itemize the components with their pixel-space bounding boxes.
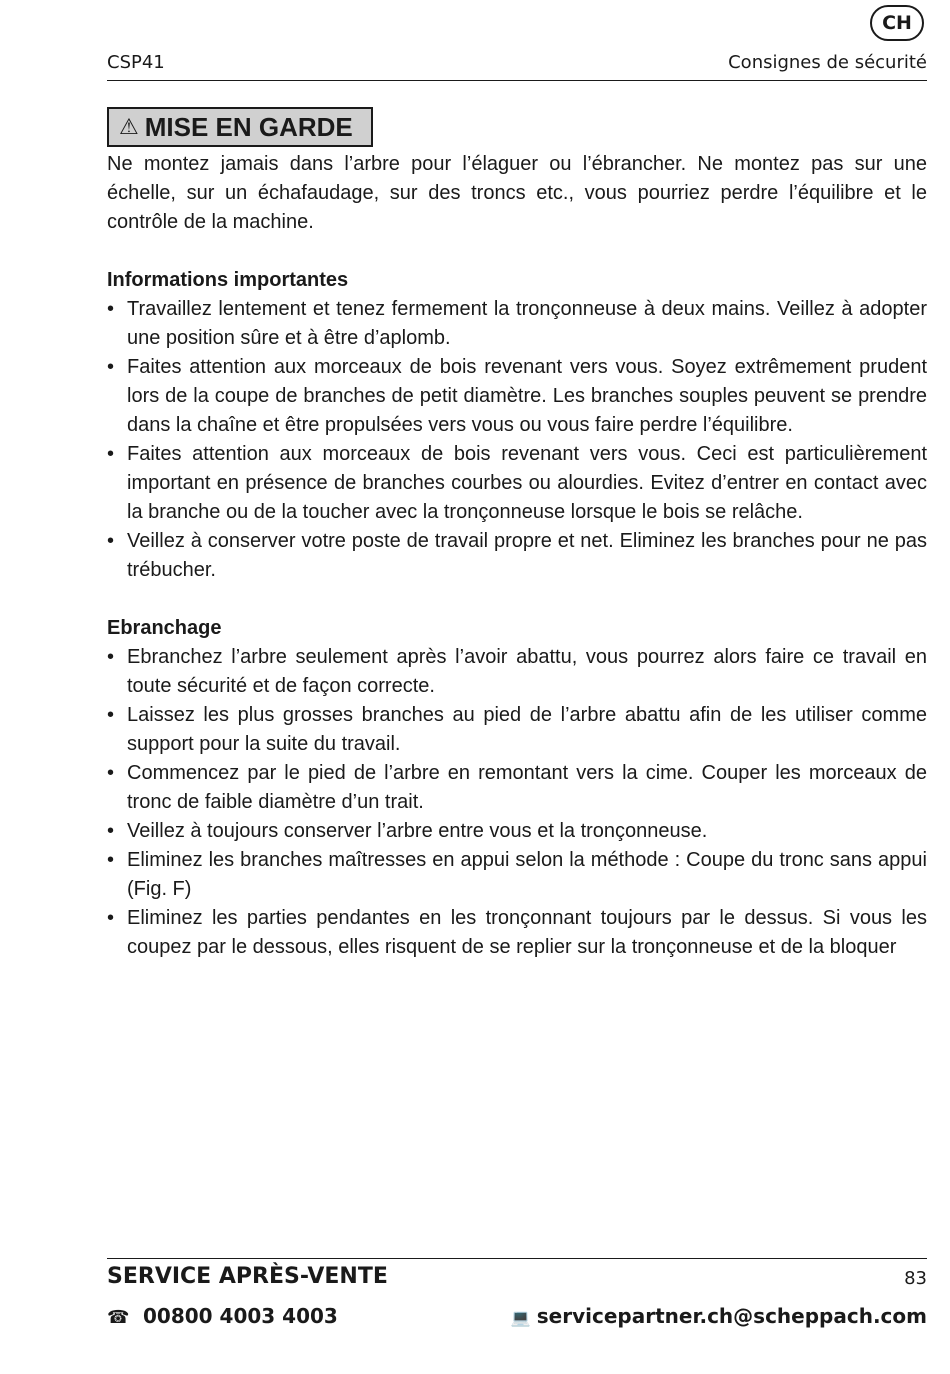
important-info-list <box>107 295 927 585</box>
bullet-icon: • <box>107 530 115 552</box>
service-phone <box>107 1304 338 1328</box>
list-item-text: Veillez à toujours conserver l’arbre entre vous et la tronçonneuse. <box>127 820 708 842</box>
country-badge: CH <box>870 5 924 41</box>
list-item-text: Veillez à conserver votre poste de travail propre et net. Eliminez les branches pour ne pas trébucher. <box>127 530 927 581</box>
bullet-icon: • <box>107 356 115 378</box>
phone-icon: ☎ <box>107 1307 130 1328</box>
list-item <box>107 759 927 817</box>
page-number: 83 <box>904 1268 927 1289</box>
warning-title: MISE EN GARDE <box>144 112 353 142</box>
phone-number: 00800 4003 4003 <box>143 1304 338 1328</box>
ebranchage-heading: Ebranchage <box>107 617 222 639</box>
spacer <box>107 237 927 266</box>
email-address: servicepartner.ch@scheppach.com <box>536 1304 927 1328</box>
warning-triangle-icon: ⚠ <box>119 114 139 139</box>
bullet-icon: • <box>107 704 115 726</box>
spacer <box>107 585 927 614</box>
bullet-icon: • <box>107 298 115 320</box>
list-item-text: Commencez par le pied de l’arbre en remontant vers la cime. Couper les morceaux de tronc de faible diamètre d’un trait. <box>127 762 927 813</box>
list-item-text: Eliminez les branches maîtresses en appui selon la méthode : Coupe du tronc sans appui (Fig. F) <box>127 849 927 900</box>
warning-text: Ne montez jamais dans l’arbre pour l’élaguer ou l’ébrancher. Ne montez pas sur une échelle, sur un échafaudage, sur des troncs etc., vous pourriez perdre l’équilibre et le contrôle de la machine. <box>107 153 927 233</box>
list-item <box>107 295 927 353</box>
list-item <box>107 527 927 585</box>
section-title: Consignes de sécurité <box>728 52 927 73</box>
bullet-icon: • <box>107 443 115 465</box>
list-item-text: Faites attention aux morceaux de bois revenant vers vous. Ceci est particulièrement important en présence de branches courbes ou alourdies. Evitez d’entrer en contact avec la branche ou de la toucher avec la tronçonneuse lorsque le bois se relâche. <box>127 443 927 523</box>
service-email <box>511 1304 927 1328</box>
warning-heading <box>107 107 373 147</box>
list-item <box>107 643 927 701</box>
ebranchage-list <box>107 643 927 962</box>
bullet-icon: • <box>107 762 115 784</box>
bullet-icon: • <box>107 849 115 871</box>
page-header <box>107 50 927 81</box>
list-item-text: Ebranchez l’arbre seulement après l’avoir abattu, vous pourrez alors faire ce travail en toute sécurité et de façon correcte. <box>127 646 927 697</box>
service-title: SERVICE APRÈS-VENTE <box>107 1264 388 1289</box>
computer-icon: 💻 <box>510 1308 531 1327</box>
main-content <box>107 150 927 962</box>
list-item-text: Travaillez lentement et tenez fermement la tronçonneuse à deux mains. Veillez à adopter une position sûre et à être d’aplomb. <box>127 298 927 349</box>
bullet-icon: • <box>107 820 115 842</box>
footer-divider <box>107 1258 927 1259</box>
bullet-icon: • <box>107 907 115 929</box>
list-item-text: Laissez les plus grosses branches au pied de l’arbre abattu afin de les utiliser comme support pour la suite du travail. <box>127 704 927 755</box>
list-item <box>107 440 927 527</box>
model-name: CSP41 <box>107 52 165 73</box>
list-item <box>107 353 927 440</box>
list-item-text: Eliminez les parties pendantes en les tronçonnant toujours par le dessus. Si vous les coupez par le dessous, elles risquent de se replier sur la tronçonneuse et de la bloquer <box>127 907 927 958</box>
list-item <box>107 904 927 962</box>
list-item-text: Faites attention aux morceaux de bois revenant vers vous. Soyez extrêmement prudent lors de la coupe de branches de petit diamètre. Les branches souples peuvent se prendre dans la chaîne et être propulsées vers vous ou vous faire perdre l’équilibre. <box>127 356 927 436</box>
list-item <box>107 846 927 904</box>
list-item <box>107 701 927 759</box>
bullet-icon: • <box>107 646 115 668</box>
list-item <box>107 817 927 846</box>
important-info-heading: Informations importantes <box>107 269 349 291</box>
